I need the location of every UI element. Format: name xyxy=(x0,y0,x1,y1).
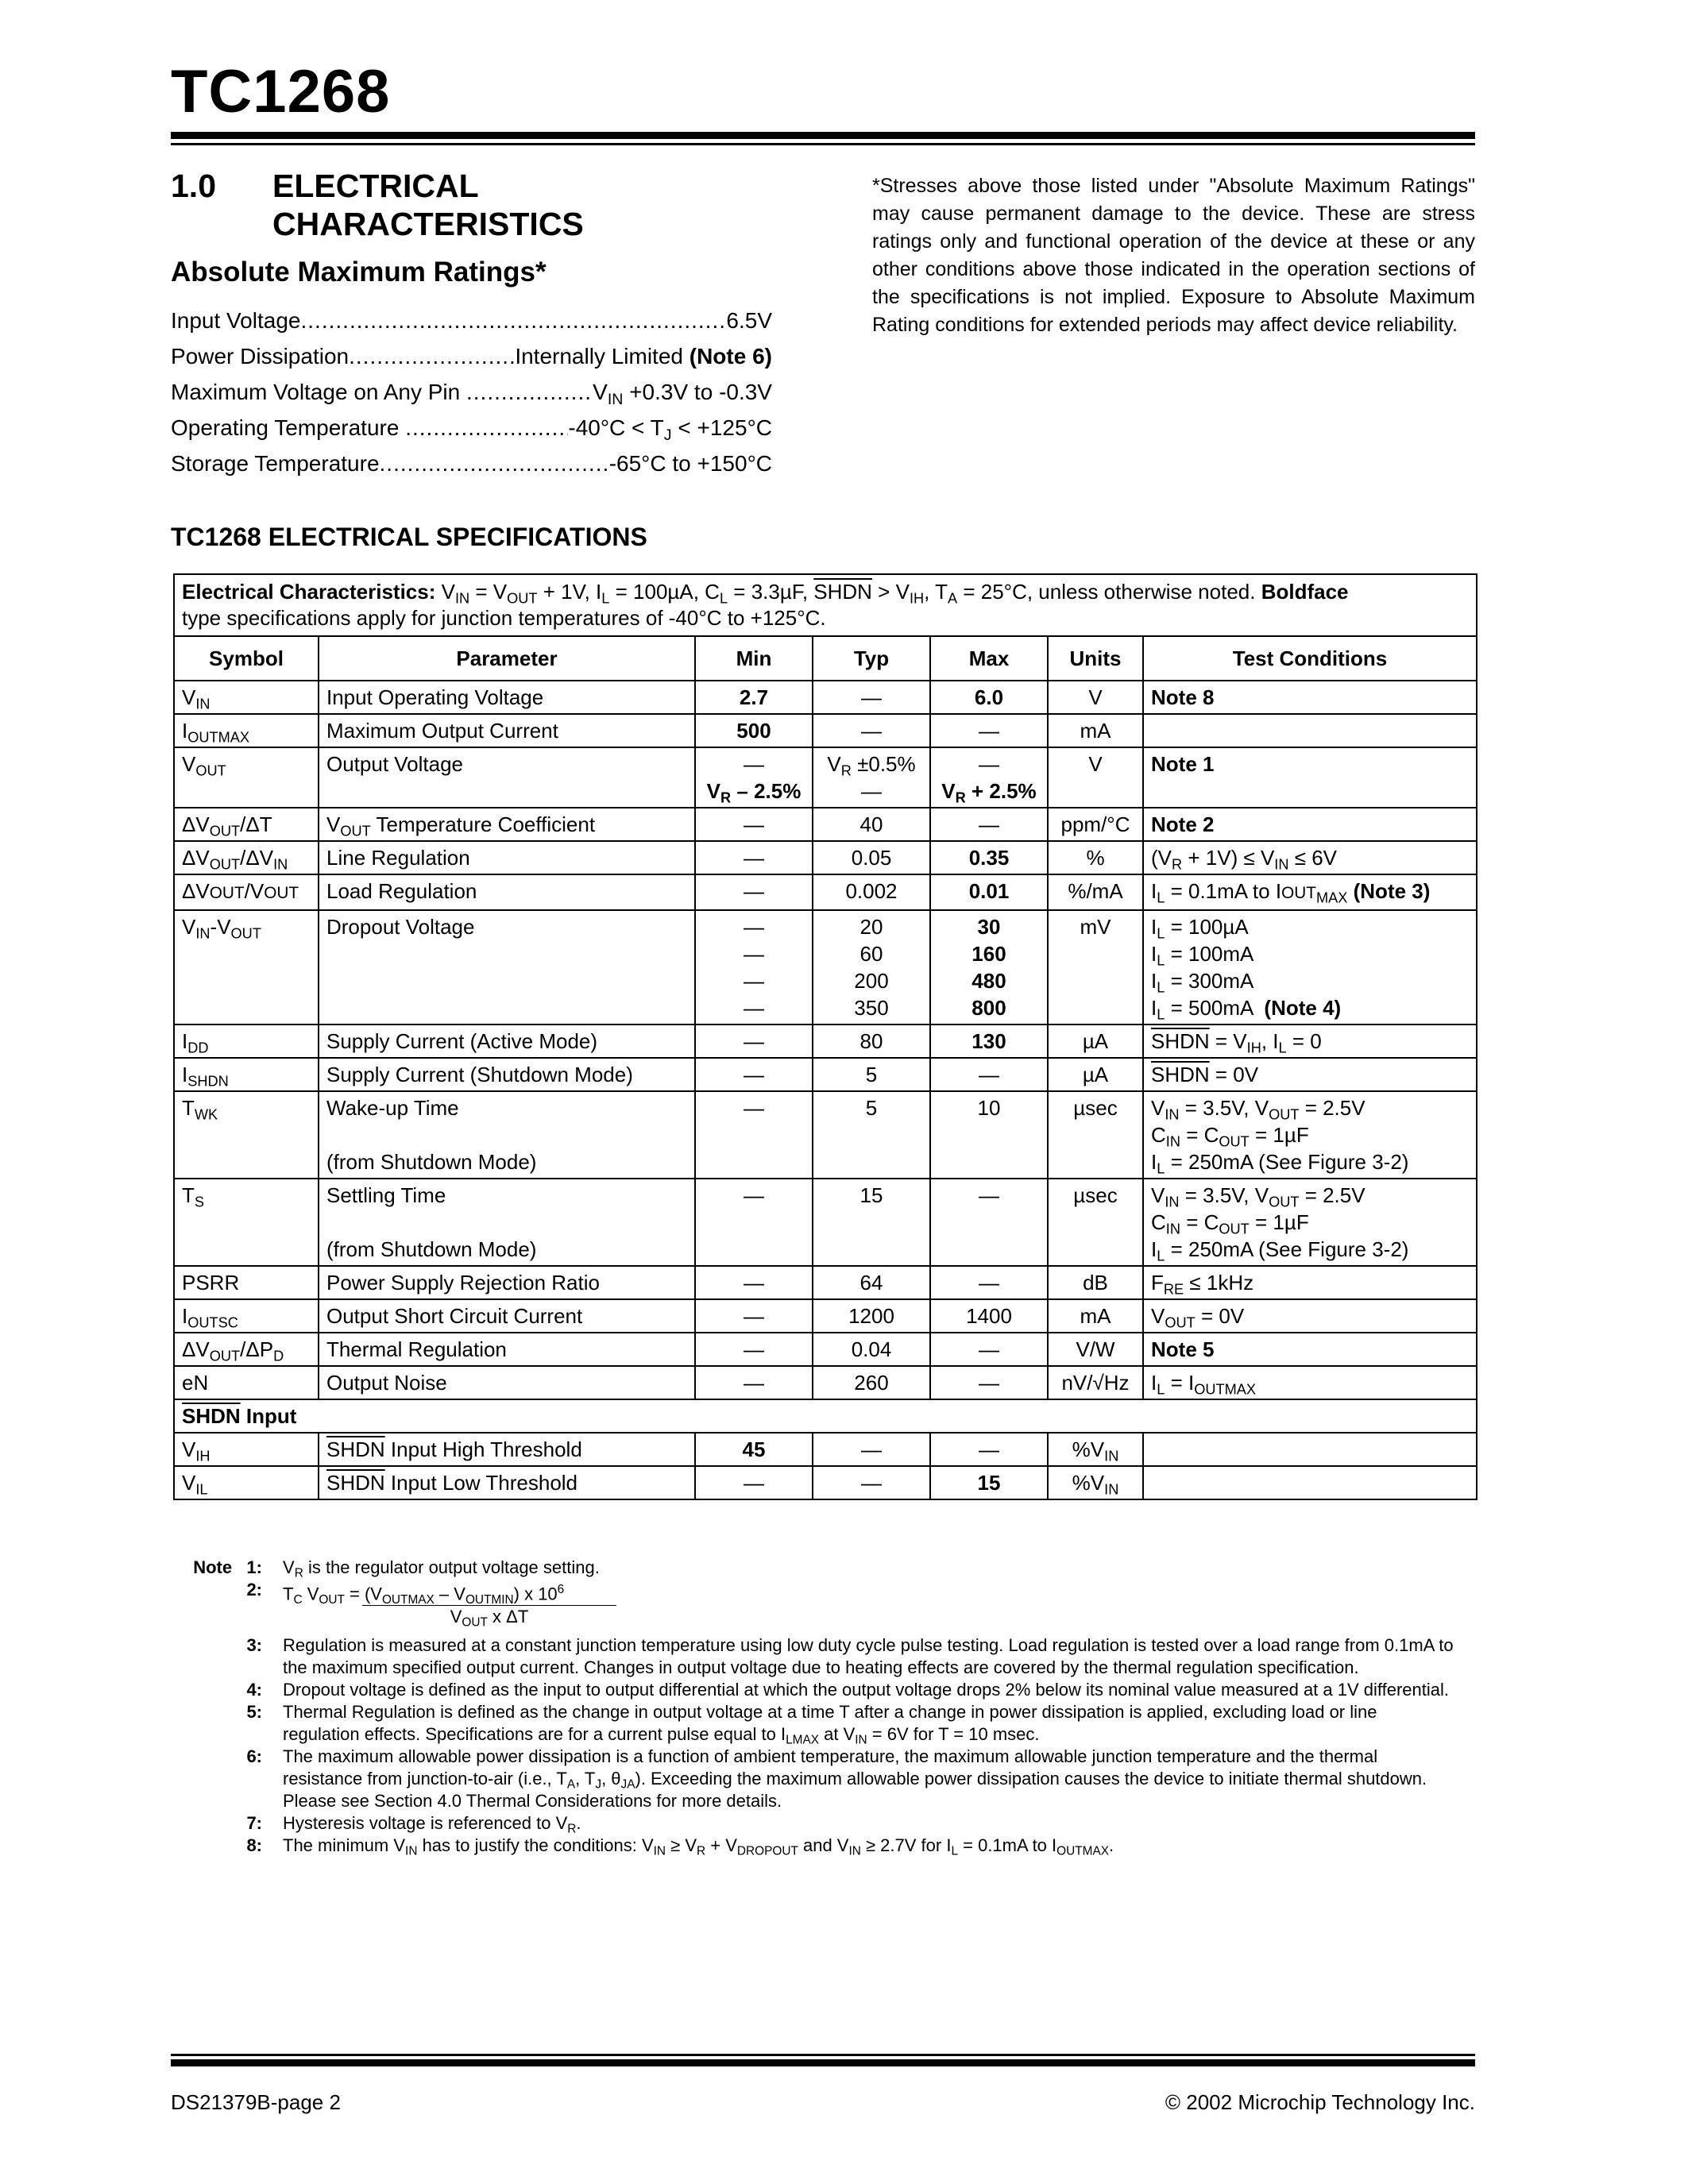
units-cell: V xyxy=(1048,747,1143,808)
units-cell: mA xyxy=(1048,1299,1143,1333)
min-cell: 45 xyxy=(695,1433,813,1466)
min-cell: — xyxy=(695,1266,813,1299)
parameter-cell: Maximum Output Current xyxy=(319,714,695,747)
spec-table xyxy=(173,573,1477,1500)
typ-cell: 20 60 200 350 xyxy=(813,910,930,1024)
notes-section xyxy=(183,1557,1454,1857)
symbol-cell: $\Delta V_{OUT}/\Delta V_{IN}$ xyxy=(174,841,319,874)
units-cell: ppm/°C xyxy=(1048,808,1143,841)
conditions-cell: SHDN = $V_{IH}$, $I_L = 0$ xyxy=(1143,1024,1477,1058)
conditions-cell: Note 5 xyxy=(1143,1333,1477,1366)
symbol-cell: ΔVOUT/VOUT xyxy=(174,874,319,910)
table-row xyxy=(174,808,1477,841)
parameter-cell: Wake-up Time (from Shutdown Mode) xyxy=(319,1091,695,1179)
table-row xyxy=(174,1058,1477,1091)
rating-row: Maximum Voltage on Any Pin ..... $V_{IN} +0.3V$ to -0.3V xyxy=(171,380,772,415)
max-cell: — xyxy=(930,714,1048,747)
conditions-cell: $V_{OUT} = 0V$ xyxy=(1143,1299,1477,1333)
max-cell: — $V_R + 2.5\%$ xyxy=(930,747,1048,808)
min-cell: — xyxy=(695,1024,813,1058)
conditions-cell: $(V_R + 1V) \le V_{IN} \le 6V$ xyxy=(1143,841,1477,874)
table-row xyxy=(174,714,1477,747)
max-cell: 10 xyxy=(930,1091,1048,1179)
parameter-cell: Supply Current (Shutdown Mode) xyxy=(319,1058,695,1091)
units-cell: V xyxy=(1048,681,1143,714)
max-cell: 1400 xyxy=(930,1299,1048,1333)
parameter-cell: Input Operating Voltage xyxy=(319,681,695,714)
typ-cell: 5 xyxy=(813,1058,930,1091)
parameter-cell: Thermal Regulation xyxy=(319,1333,695,1366)
conditions-cell xyxy=(1143,1433,1477,1466)
units-cell: µA xyxy=(1048,1058,1143,1091)
parameter-cell: SHDN Input High Threshold xyxy=(319,1433,695,1466)
parameter-cell: Output Noise xyxy=(319,1366,695,1399)
max-cell: 130 xyxy=(930,1024,1048,1058)
min-cell: — xyxy=(695,1299,813,1333)
max-cell: — xyxy=(930,1433,1048,1466)
table-row xyxy=(174,1299,1477,1333)
footer-rule-thin xyxy=(171,2054,1475,2056)
units-cell: µsec xyxy=(1048,1091,1143,1179)
conditions-cell: $I_L = 0.1mA$ to $IOUT_{MAX}$ (Note 3) xyxy=(1143,874,1477,910)
note-3: 3: Regulation is measured at a constant junction temperature using low duty cycle pulse testing. Load regulation is tested over a load range from 0.1mA to the maximum specified output current. Changes in output voltage due to heating effects are covered by the thermal regulation specification. xyxy=(246,1635,1454,1678)
parameter-cell: $V_{OUT}$ Temperature Coefficient xyxy=(319,808,695,841)
symbol-cell: eN xyxy=(174,1366,319,1399)
units-cell: mV xyxy=(1048,910,1143,1024)
absolute-max-ratings xyxy=(171,308,772,487)
col-typ: Typ xyxy=(813,636,930,681)
max-cell: 15 xyxy=(930,1466,1048,1499)
note-6: 6: The maximum allowable power dissipation is a function of ambient temperature, the maximum allowable junction temperature and the thermal resistance from junction-to-air (i.e., $T_A$, $T_J$, $\theta_{JA}$). Exceeding the maximum allowable power dissipation causes the device to initiate thermal shutdown. Please see Section 4.0 Thermal Considerations for more details. xyxy=(246,1746,1427,1812)
max-cell: — xyxy=(930,1366,1048,1399)
parameter-cell: Supply Current (Active Mode) xyxy=(319,1024,695,1058)
table-row xyxy=(174,1024,1477,1058)
symbol-cell: $T_{WK}$ xyxy=(174,1091,319,1179)
rating-row: Operating Temperature ..... $-40^\circ C < T_J < +125^\circ C$ xyxy=(171,415,772,451)
symbol-cell: $I_{OUTSC}$ xyxy=(174,1299,319,1333)
stress-note: *Stresses above those listed under "Absolute Maximum Ratings" may cause permanent damage to the device. These are stress ratings only and functional operation of the device at these or any other conditions above those indicated in the operation sections of the specifications is not implied. Exposure to Absolute Maximum Rating conditions for extended periods may affect device reliability. xyxy=(872,175,1475,336)
conditions-cell xyxy=(1143,714,1477,747)
typ-cell: — xyxy=(813,1466,930,1499)
units-cell: mA xyxy=(1048,714,1143,747)
parameter-cell: Output Short Circuit Current xyxy=(319,1299,695,1333)
min-cell: — xyxy=(695,841,813,874)
typ-cell: 260 xyxy=(813,1366,930,1399)
units-cell: %/mA xyxy=(1048,874,1143,910)
header-row xyxy=(174,636,1477,681)
table-row xyxy=(174,1333,1477,1366)
typ-cell: — xyxy=(813,1433,930,1466)
col-test-conditions: Test Conditions xyxy=(1143,636,1477,681)
units-cell: $\%V_{IN}$ xyxy=(1048,1433,1143,1466)
max-cell: — xyxy=(930,1333,1048,1366)
typ-cell: — xyxy=(813,681,930,714)
note-7: 7: Hysteresis voltage is referenced to $V_R$. xyxy=(246,1813,581,1836)
conditions-cell: Note 2 xyxy=(1143,808,1477,841)
note-4: 4: Dropout voltage is defined as the input to output differential at which the output voltage drops 2% below its nominal value measured at a 1V differential. xyxy=(246,1680,1449,1700)
typ-cell: 15 xyxy=(813,1179,930,1266)
min-cell: 2.7 xyxy=(695,681,813,714)
table-row xyxy=(174,1466,1477,1499)
table-intro: Electrical Characteristics: $V_{IN} = V_{OUT} + 1V$, $I_L = 100\mu A$, $C_L = 3.3\mu F$, SHDN > $V_{IH}$, $T_A = 25^\circ C$, unless otherwise noted. Boldface type specifications apply for junction temperatures of -40°C to +125°C. xyxy=(174,574,1477,636)
absolute-max-heading: Absolute Maximum Ratings* xyxy=(171,257,547,287)
typ-cell: 0.04 xyxy=(813,1333,930,1366)
typ-cell: 64 xyxy=(813,1266,930,1299)
parameter-cell: Settling Time (from Shutdown Mode) xyxy=(319,1179,695,1266)
typ-cell: 80 xyxy=(813,1024,930,1058)
units-cell: dB xyxy=(1048,1266,1143,1299)
parameter-cell: Power Supply Rejection Ratio xyxy=(319,1266,695,1299)
max-cell: — xyxy=(930,808,1048,841)
conditions-cell: $F_{RE} \le 1kHz$ xyxy=(1143,1266,1477,1299)
min-cell: — xyxy=(695,1091,813,1179)
table-row xyxy=(174,874,1477,910)
min-cell: — xyxy=(695,1366,813,1399)
typ-cell: 0.05 xyxy=(813,841,930,874)
typ-cell: 5 xyxy=(813,1091,930,1179)
parameter-cell: Line Regulation xyxy=(319,841,695,874)
document-title: TC1268 xyxy=(171,58,391,125)
parameter-cell: Output Voltage xyxy=(319,747,695,808)
min-cell: — xyxy=(695,874,813,910)
parameter-cell: Dropout Voltage xyxy=(319,910,695,1024)
symbol-cell: $T_S$ xyxy=(174,1179,319,1266)
symbol-cell: PSRR xyxy=(174,1266,319,1299)
table-row xyxy=(174,841,1477,874)
typ-cell: $V_R \pm 0.5\%$ — xyxy=(813,747,930,808)
parameter-cell: SHDN Input Low Threshold xyxy=(319,1466,695,1499)
col-units: Units xyxy=(1048,636,1143,681)
col-parameter: Parameter xyxy=(319,636,695,681)
min-cell: — xyxy=(695,1179,813,1266)
note-5: 5: Thermal Regulation is defined as the change in output voltage at a time T after a change in power dissipation is applied, excluding load or line regulation effects. Specifications are for a current pulse equal to $I_{LMAX}$ at $V_{IN} = 6V$ for T = 10 msec. xyxy=(246,1702,1377,1747)
conditions-cell xyxy=(1143,1466,1477,1499)
units-cell: V/W xyxy=(1048,1333,1143,1366)
conditions-cell: $I_L = 100\mu A$ $I_L = 100mA$ $I_L = 300mA$ $I_L = 500mA$ (Note 4) xyxy=(1143,910,1477,1024)
note-8: 8: The minimum $V_{IN}$ has to justify the conditions: $V_{IN} \ge V_R + V_{DROPOUT}$ and $V_{IN} \ge 2.7V$ for $I_L = 0.1mA$ to $I_{OUTMAX}$. xyxy=(246,1835,1114,1858)
conditions-cell: $V_{IN} = 3.5V$, $V_{OUT} = 2.5V$ $C_{IN} = C_{OUT} = 1\mu F$ $I_L = 250mA$ (See Figure 3-2) xyxy=(1143,1179,1477,1266)
units-cell: $\%V_{IN}$ xyxy=(1048,1466,1143,1499)
units-cell: % xyxy=(1048,841,1143,874)
max-cell: — xyxy=(930,1058,1048,1091)
conditions-cell: $V_{IN} = 3.5V$, $V_{OUT} = 2.5V$ $C_{IN} = C_{OUT} = 1\mu F$ $I_L = 250mA$ (See Figure 3-2) xyxy=(1143,1091,1477,1179)
table-row xyxy=(174,1366,1477,1399)
shdn-input-heading: SHDN Input xyxy=(174,1399,1477,1433)
rating-row: Input Voltage ..... 6.5V xyxy=(171,308,772,344)
conditions-cell: SHDN = 0V xyxy=(1143,1058,1477,1091)
min-cell: 500 xyxy=(695,714,813,747)
footer-page-id: DS21379B-page 2 xyxy=(171,2090,341,2114)
max-cell: 0.35 xyxy=(930,841,1048,874)
symbol-cell: $\Delta V_{OUT}/\Delta P_D$ xyxy=(174,1333,319,1366)
symbol-cell: $V_{OUT}$ xyxy=(174,747,319,808)
intro-row xyxy=(174,574,1477,636)
table-row xyxy=(174,1091,1477,1179)
typ-cell: 0.002 xyxy=(813,874,930,910)
table-row xyxy=(174,681,1477,714)
section-row xyxy=(174,1399,1477,1433)
footer-rule-thick xyxy=(171,2059,1475,2066)
max-cell: 6.0 xyxy=(930,681,1048,714)
table-row xyxy=(174,1433,1477,1466)
parameter-cell: Load Regulation xyxy=(319,874,695,910)
symbol-cell: $V_{IN}-V_{OUT}$ xyxy=(174,910,319,1024)
typ-cell: — xyxy=(813,714,930,747)
header-rule-thin xyxy=(171,143,1475,145)
note-2: 2: $T_C$ $V_{OUT} = (V_{OUTMAX} - V_{OUTMIN})$ x $10^6$ $V_{OUT}$ x ΔT xyxy=(183,1579,1454,1628)
symbol-cell: $\Delta V_{OUT}/\Delta T$ xyxy=(174,808,319,841)
spec-heading: TC1268 ELECTRICAL SPECIFICATIONS xyxy=(171,523,647,551)
rating-row: Power Dissipation ..... Internally Limited (Note 6) xyxy=(171,344,772,380)
units-cell: nV/√Hz xyxy=(1048,1366,1143,1399)
table-row xyxy=(174,1179,1477,1266)
min-cell: — $V_R - 2.5\%$ xyxy=(695,747,813,808)
table-row xyxy=(174,747,1477,808)
min-cell: — xyxy=(695,1466,813,1499)
symbol-cell: $I_{DD}$ xyxy=(174,1024,319,1058)
symbol-cell: $I_{OUTMAX}$ xyxy=(174,714,319,747)
conditions-cell: Note 8 xyxy=(1143,681,1477,714)
table-row xyxy=(174,1266,1477,1299)
conditions-cell: $I_L = I_{OUTMAX}$ xyxy=(1143,1366,1477,1399)
min-cell: — xyxy=(695,808,813,841)
min-cell: — xyxy=(695,1058,813,1091)
symbol-cell: $I_{SHDN}$ xyxy=(174,1058,319,1091)
conditions-cell: Note 1 xyxy=(1143,747,1477,808)
min-cell: — xyxy=(695,1333,813,1366)
max-cell: — xyxy=(930,1179,1048,1266)
header-rule-thick xyxy=(171,132,1475,139)
footer-copyright: © 2002 Microchip Technology Inc. xyxy=(1165,2090,1475,2114)
col-symbol: Symbol xyxy=(174,636,319,681)
note-1: Note 1: $V_R$ is the regulator output voltage setting. xyxy=(193,1557,600,1580)
col-max: Max xyxy=(930,636,1048,681)
max-cell: 0.01 xyxy=(930,874,1048,910)
symbol-cell: $V_{IH}$ xyxy=(174,1433,319,1466)
rating-row: Storage Temperature ..... -65°C to +150°C xyxy=(171,451,772,487)
max-cell: — xyxy=(930,1266,1048,1299)
symbol-cell: $V_{IL}$ xyxy=(174,1466,319,1499)
symbol-cell: $V_{IN}$ xyxy=(174,681,319,714)
typ-cell: 1200 xyxy=(813,1299,930,1333)
min-cell: — — — — xyxy=(695,910,813,1024)
units-cell: µsec xyxy=(1048,1179,1143,1266)
col-min: Min xyxy=(695,636,813,681)
units-cell: µA xyxy=(1048,1024,1143,1058)
typ-cell: 40 xyxy=(813,808,930,841)
table-row xyxy=(174,910,1477,1024)
section-heading: 1.0 ELECTRICAL CHARACTERISTICS xyxy=(171,168,584,242)
max-cell: 30 160 480 800 xyxy=(930,910,1048,1024)
